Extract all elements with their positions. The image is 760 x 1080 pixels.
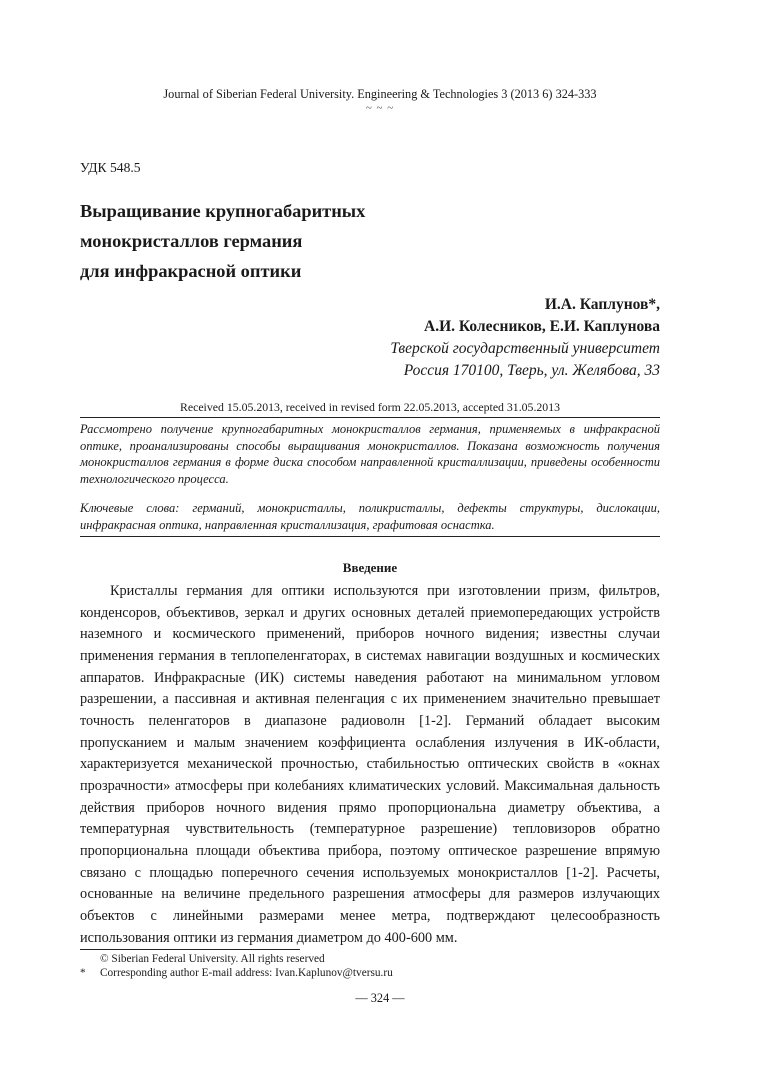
affiliation-line-1: Тверской государственный университет <box>390 340 660 357</box>
title-line: монокристаллов германия <box>80 231 303 251</box>
body-paragraph: Кристаллы германия для оптики используются при изготовлении призм, фильтров, конденсоров, объективов, зеркал и других основных деталей приемопередающих устройств наземного и космического применений, приборов ночного видения; известны случаи применения германия в теплопеленгаторах, в системах навигации воздушных и космических аппаратов. Инфракрасные (ИК) системы наведения работают на минимальном угловом разрешении, а пассивная и активная пеленгация с их применением значительно превышает точность пеленгаторов в диапазоне радиоволн [1-2]. Германий обладает высоким пропусканием и малым значением коэффициента ослабления излучения в ИК-области, характеризуется механической прочностью, стабильностью оптических свойств в «окнах прозрачности» атмосферы при колебаниях климатических условий. Максимальная дальность действия приборов ночного видения прямо пропорциональна диаметру объектива, а температурная чувствительность (температурное разрешение) тепловизоров обратно пропорциональна площади объектива прибора, поэтому оптическое разрешение впрямую связано с площадью поперечного сечения используемых монокристаллов [1-2]. Расчеты, основанные на величине предельного разрешения атмосферы для размеров излучающих объектов с линейными размерами менее метра, подтверждают целесообразность использования оптики из германия диаметром до 400-600 мм. <box>80 583 660 946</box>
authors-block <box>140 294 660 382</box>
top-rule <box>80 417 660 418</box>
author-line-1: И.А. Каплунов*, <box>544 296 660 313</box>
footnote-rule <box>80 949 300 950</box>
header-ornament: ~ ~ ~ <box>365 102 395 114</box>
copyright-text: © Siberian Federal University. All rights reserved <box>100 953 325 965</box>
journal-header: Journal of Siberian Federal University. Engineering & Technologies 3 (2013 6) 324-333 <box>163 87 597 101</box>
keywords: Ключевые слова: германий, монокристаллы, поликристаллы, дефекты структуры, дислокации, инфракрасная оптика, направленная кристаллизация, графитовая оснастка. <box>80 501 660 532</box>
affiliation-line-2: Россия 170100, Тверь, ул. Желябова, 33 <box>403 362 660 379</box>
abstract: Рассмотрено получение крупногабаритных монокристаллов германия, применяемых в инфракрасной оптике, проанализированы способы выращивания монокристаллов. Показана возможность получения монокристаллов германия в форме диска способом направленной кристаллизации, приведены особенности технологического процесса. <box>80 422 660 486</box>
received-dates: Received 15.05.2013, received in revised form 22.05.2013, accepted 31.05.2013 <box>179 400 560 414</box>
author-line-2: А.И. Колесников, Е.И. Каплунова <box>424 318 660 335</box>
title-line: для инфракрасной оптики <box>80 261 302 281</box>
page-number: — 324 — <box>355 991 405 1005</box>
section-title: Введение <box>342 560 398 575</box>
footnote-corresponding <box>80 967 660 979</box>
footnote-copyright <box>80 953 660 965</box>
udk-code: УДК 548.5 <box>80 160 141 175</box>
footnote-star: * <box>80 967 86 979</box>
title-line: Выращивание крупногабаритных <box>80 201 366 221</box>
bottom-rule <box>80 536 660 537</box>
article-title <box>80 196 580 286</box>
corresponding-author-text: Corresponding author E-mail address: Ivan.Kaplunov@tversu.ru <box>100 967 393 979</box>
